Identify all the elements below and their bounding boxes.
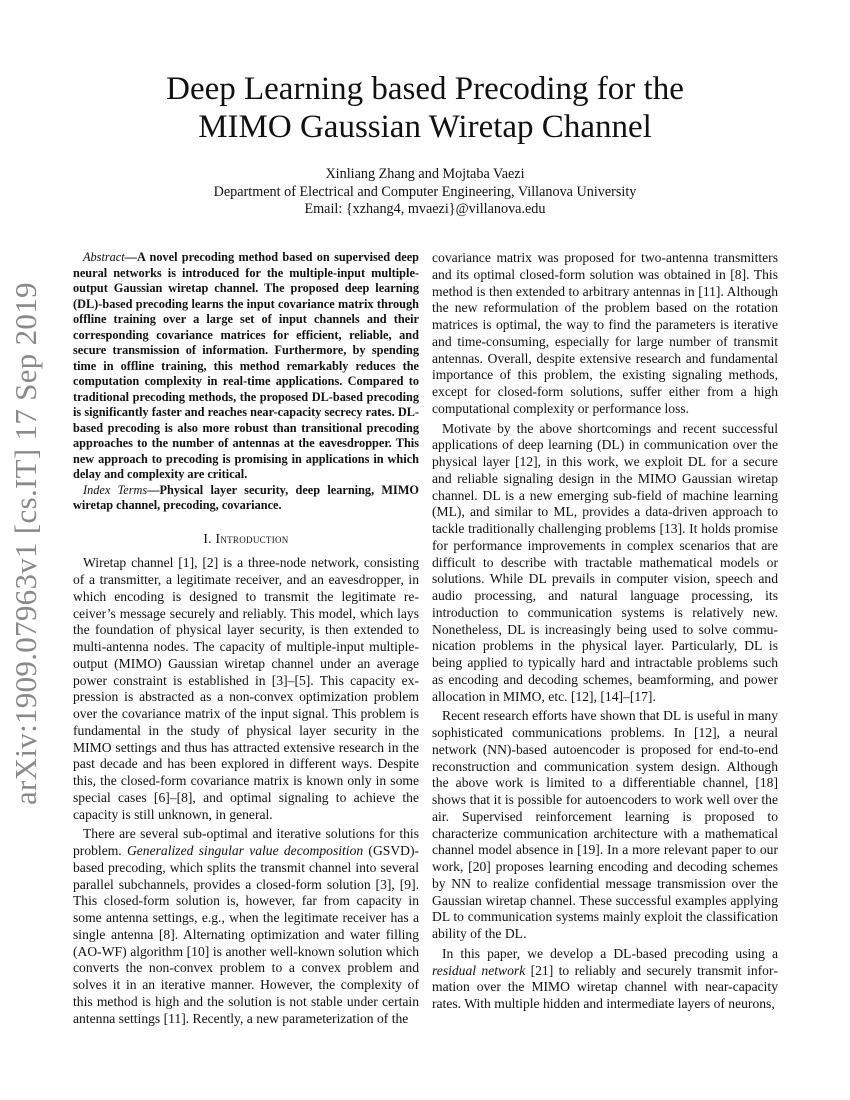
abstract-label: Abstract [83,250,125,264]
author-block [0,166,850,219]
title-line-1: Deep Learning based Precoding for the [166,71,684,107]
right-column [432,250,778,1013]
index-terms-text: —Physical layer security, deep learning, MIMO wiretap channel, precoding, covariance. [73,482,419,512]
intro-paragraph-1: Wiretap channel [1], [2] is a three-node network, consisting of a transmitter, a legitimate receiver, and an eavesdropper, in which encoding is designed to transmit the legitimate receiver’s message securely and reliably. This model, which lays the foundation of physical layer security, is then extended to multi-antenna nodes. The capacity of multiple-input multiple-output (MIMO) Gaussian wiretap channel under an average power constraint is established in [3]–[5]. This capacity expression is abstracted as a non-convex optimization problem over the covariance matrix of the input signal. This problem is fundamental in the study of physical layer security in the MIMO settings and thus has attracted extensive research in the past decade and has been explored in different ways. Despite this, the closed-form covariance matrix is known only in some special cases [6]–[8], and optimal signaling to achieve the capacity is still unknown, in general. [73,555,419,822]
abstract-text: —A novel precoding method based on supervised deep neural networks is introduced for the multiple-input multiple-output Gaussian wiretap channel. The proposed deep learning (DL)-based precoding learns the input covariance matrix through offline training over a large set of input channels and their corresponding covariance matrices for efficient, reliable, and secure transmission of information. Furthermore, by spending time in offline training, this method remarkably reduces the computation complexity in real-time applications. Compared to traditional precoding methods, the proposed DL-based precoding is significantly faster and reaches near-capacity secrecy rates. DL-based precoding is also more robust than transitional precoding approaches to the number of antennas at the eavesdropper. This new approach to precoding is promising in applications in which delay and complexity are critical. [73,250,419,481]
intro-p6-italic-term: residual network [432,962,526,978]
intro-paragraph-2 [73,826,419,1027]
intro-p2-text-b: (GSVD)-based precoding, which splits the transmit channel into several parallel subchannels, provides a closed-form solution [3], [9]. This closed-form solution is, however, far from capacity in some antenna settings, e.g., when the legitimate receiver has a single antenna [8]. Alternating optimization and water filling (AO-WF) algorithm [10] is another well-known solution which converts the non-convex problem to a convex problem and solves it in an iterative manner. However, the complexity of this method is high and the solution is not stable under certain antenna settings [11]. Recently, a new parameterization of the [73,843,420,1026]
index-terms [73,483,419,514]
left-column [73,250,419,1027]
intro-p6-text-b: [21] to reliably and securely transmit information over the MIMO wiretap channel with near-capacity rates. With multiple hidden and intermediate layers of neurons, [432,962,779,1011]
intro-paragraph-4: Recent research efforts have shown that DL is useful in many sophisticated communications problems. In [12], a neural network (NN)-based autoencoder is proposed for end-to-end reconstruction and communication system design. Although the above work is limited to a differentiable channel, [18] shows that it is possible for autoencoders to work well over the air. Supervised reinforcement learning is proposed to characterize communication architecture with a mathematical channel model absence in [19]. In a more relevant paper to our work, [20] proposes learning encoding and decoding schemes by NN to realize confidential message transmission over the Gaussian wiretap channel. These successful examples applying DL to communication systems mainly exploit the classification ability of the DL. [432,708,778,941]
author-names: Xinliang Zhang and Mojtaba Vaezi [325,166,525,182]
intro-p2-italic-term: Generalized singular value decomposition [126,843,364,858]
abstract [73,250,419,514]
index-terms-label: Index Terms [83,482,148,497]
paper-title [0,70,850,146]
arxiv-identifier-stamp: arXiv:1909.07963v1 [cs.IT] 17 Sep 2019 [8,282,43,805]
intro-paragraph-5 [432,946,778,1013]
title-line-2: MIMO Gaussian Wiretap Channel [198,109,652,145]
section-heading-introduction: I. Introduction [203,530,289,546]
intro-p2-text-a: There are several sub-optimal and iterative solutions for this problem. [73,826,419,858]
intro-p6-text-a: In this paper, we develop a DL-based precoding using a [442,945,778,961]
affiliation: Department of Electrical and Computer Engineering, Villanova University [213,183,637,200]
email: Email: {xzhang4, mvaezi}@villanova.edu [304,201,546,217]
intro-paragraph-3: Motivate by the above shortcomings and recent successful applications of deep learning (DL) in communication over the physical layer [12], in this work, we exploit DL for a secure and reliable signaling design in the MIMO Gaussian wiretap channel. DL is a new emerging sub-field of machine learning (ML), and similar to ML, provides a data-driven approach to tackle traditionally challenging problems [13]. It holds promise for performance improvements in complex scenarios that are difficult to describe with tractable mathematical models or solutions. While DL prevails in computer vision, speech and audio processing, and natural language processing, its introduction to communication systems is relatively new. Nonetheless, DL is increasingly being used to solve communication problems in the physical layer. Particularly, DL is being applied to typically hard and intractable problems such as encoding and decoding schemes, beamforming, and power allocation in MIMO, etc. [12], [14]–[17]. [432,420,778,704]
abstract-paragraph [73,250,419,483]
intro-paragraph-2-continued: covariance matrix was proposed for two-antenna transmitters and its optimal closed-form solution was obtained in [8]. This method is then extended to arbitrary antennas in [11]. Although the new reformulation of the problem based on the rotation matrices is optimal, the way to find the parameters is iterative and time-consuming, especially for large number of transmit antennas. Overall, despite extensive research and fundamental importance of this problem, the existing signaling methods, except for closed-form solutions, suffer either from a high computational complexity or performance loss. [432,250,778,416]
